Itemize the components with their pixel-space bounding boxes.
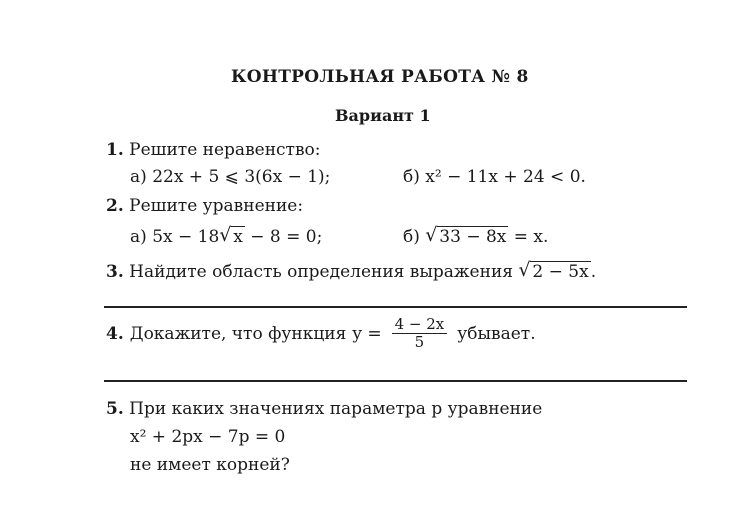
task-2 — [106, 196, 303, 216]
inequality: 22x + 5 ⩽ 3(6x − 1); — [152, 167, 331, 187]
task-1a — [130, 167, 330, 187]
task-prompt: Докажите, что функция — [129, 323, 347, 344]
task-prompt: При каких значениях параметра p уравнение — [129, 399, 543, 419]
task-5 — [106, 399, 542, 419]
task-prompt: Найдите область определения выражения — [129, 262, 513, 282]
page-title: КОНТРОЛЬНАЯ РАБОТА № 8 — [231, 67, 529, 87]
item-label: а) — [130, 167, 147, 187]
equation-post: = x. — [513, 227, 549, 247]
numerator: 4 − 2x — [392, 316, 448, 334]
task-5-equation: x² + 2px − 7p = 0 — [130, 427, 286, 447]
task-1 — [106, 140, 321, 160]
task-4 — [106, 316, 536, 352]
denominator: 5 — [414, 333, 425, 352]
divider-1 — [104, 306, 687, 308]
task-number: 4. — [106, 323, 124, 344]
inequality: x² − 11x + 24 < 0. — [425, 167, 586, 187]
item-label: б) — [403, 227, 420, 247]
radicand: 2 − 5x — [532, 262, 589, 282]
sqrt-expression — [219, 224, 245, 247]
fraction — [392, 316, 448, 352]
task-1b — [403, 167, 586, 187]
radical-sign: √ — [425, 224, 438, 246]
task-prompt: Решите неравенство: — [129, 140, 321, 160]
variant-label: Вариант 1 — [335, 106, 431, 125]
divider-2 — [104, 380, 687, 382]
item-label: а) — [130, 227, 147, 247]
equation-post: − 8 = 0; — [250, 227, 323, 247]
task-2a — [130, 224, 323, 247]
task-number: 3. — [106, 262, 124, 282]
radicand: x — [233, 227, 243, 247]
task-3 — [106, 259, 597, 282]
sqrt-expression — [425, 224, 508, 247]
radical-sign: √ — [518, 259, 531, 281]
task-2b — [403, 224, 549, 247]
radicand: 33 − 8x — [439, 227, 507, 247]
function-lhs: y = — [352, 323, 382, 344]
task-number: 2. — [106, 196, 124, 216]
task-prompt: Решите уравнение: — [129, 196, 304, 216]
equation-pre: 5x − 18 — [152, 227, 220, 247]
task-number: 1. — [106, 140, 124, 160]
task-5-question: не имеет корней? — [130, 455, 290, 475]
task-suffix: убывает. — [457, 323, 536, 344]
task-number: 5. — [106, 399, 124, 419]
sqrt-expression — [518, 259, 590, 282]
radical-sign: √ — [219, 224, 232, 246]
period: . — [590, 262, 597, 282]
item-label: б) — [403, 167, 420, 187]
